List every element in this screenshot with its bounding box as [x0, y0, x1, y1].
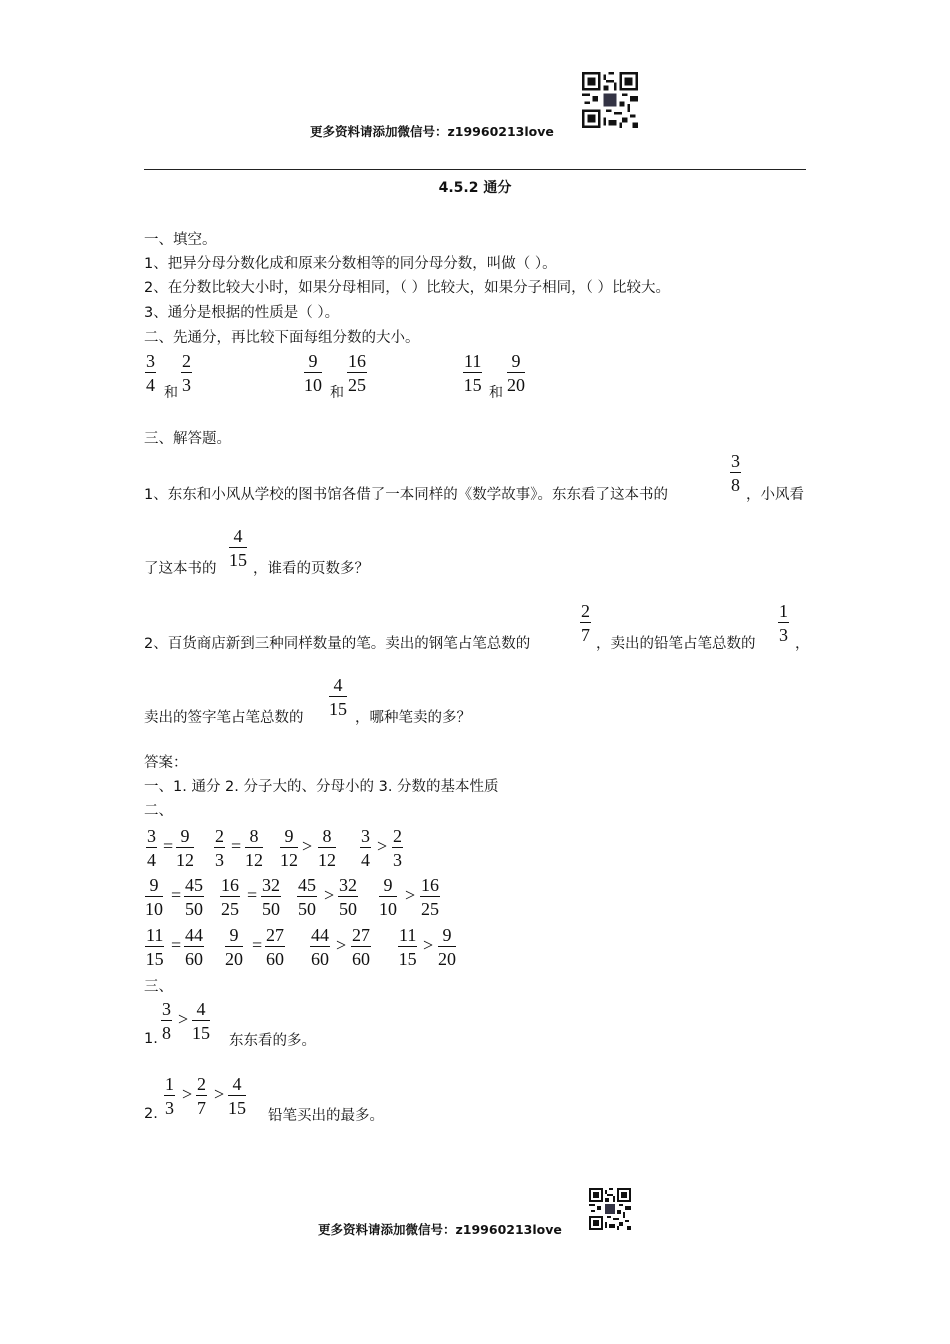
section1-q1: 1、把异分母分数化成和原来分数相等的同分母分数，叫做（ ）。: [144, 256, 557, 272]
fraction: $\frac{9}{20}$: [438, 925, 456, 969]
fraction: $\frac{16}{25}$: [221, 875, 239, 919]
fraction: $\frac{44}{60}$: [185, 925, 203, 969]
fraction: $\frac{8}{12}$: [245, 826, 263, 870]
fraction: $\frac{4}{15}$: [228, 1074, 246, 1118]
fraction: $\frac{9}{20}$: [225, 925, 243, 969]
fraction: $\frac{11}{15}$: [145, 925, 164, 969]
qr-code-icon: [582, 72, 638, 128]
fraction: $\frac{9}{20}$: [507, 351, 525, 395]
section1-heading: 一、填空。: [144, 232, 217, 248]
header-divider: [144, 169, 806, 170]
fraction: $\frac{8}{12}$: [318, 826, 336, 870]
fraction: $\frac{2}{3}$: [215, 826, 224, 870]
section1-q3: 3、通分是根据的性质是（ ）。: [144, 305, 340, 321]
answers-heading: 答案：: [144, 755, 188, 771]
greater-than-sign: >: [182, 1084, 193, 1104]
greater-than-sign: >: [214, 1084, 225, 1104]
fraction: $\frac{32}{50}$: [262, 875, 280, 919]
fraction: $\frac{3}{4}$: [146, 351, 155, 395]
answer1-label: 1.: [144, 1031, 158, 1047]
fraction: $\frac{9}{10}$: [145, 875, 163, 919]
header-text: 更多资料请添加微信号：z19960213love: [310, 124, 554, 139]
fraction: $\frac{27}{60}$: [352, 925, 370, 969]
fraction: $\frac{2}{7}$: [197, 1074, 206, 1118]
and-word: 和: [330, 385, 344, 401]
problem1-text-c: 了这本书的: [144, 561, 217, 577]
equals-sign: =: [231, 836, 242, 856]
fraction: $\frac{9}{10}$: [379, 875, 397, 919]
fraction: $\frac{1}{3}$: [165, 1074, 174, 1118]
answers-line1: 一、1. 通分 2. 分子大的、分母小的 3. 分数的基本性质: [144, 779, 499, 795]
fraction: $\frac{16}{25}$: [421, 875, 439, 919]
problem1-text-b: ，小风看: [746, 487, 804, 503]
fraction: $\frac{16}{25}$: [348, 351, 366, 395]
greater-than-sign: >: [324, 885, 335, 905]
fraction: $\frac{27}{60}$: [266, 925, 284, 969]
greater-than-sign: >: [336, 935, 347, 955]
fraction: $\frac{2}{3}$: [182, 351, 191, 395]
fraction: $\frac{9}{10}$: [304, 351, 322, 395]
answer1-text: 东东看的多。: [229, 1033, 316, 1049]
fraction: $\frac{3}{8}$: [731, 451, 740, 495]
problem2-text-b: ，卖出的铅笔占笔总数的: [596, 636, 756, 652]
fraction: $\frac{4}{15}$: [229, 526, 247, 570]
fraction: $\frac{4}{15}$: [192, 999, 210, 1043]
greater-than-sign: >: [178, 1009, 189, 1029]
problem2-text-a: 2、百货商店新到三种同样数量的笔。卖出的钢笔占笔总数的: [144, 636, 531, 652]
answers-section2-label: 二、: [144, 803, 173, 819]
problem2-text-e: ，哪种笔卖的多？: [355, 710, 471, 726]
answer2-label: 2.: [144, 1106, 158, 1122]
fraction: $\frac{4}{15}$: [329, 675, 347, 719]
fraction: $\frac{45}{50}$: [298, 875, 316, 919]
answer2-text: 铅笔买出的最多。: [268, 1108, 384, 1124]
greater-than-sign: >: [377, 836, 388, 856]
fraction: $\frac{1}{3}$: [779, 601, 788, 645]
greater-than-sign: >: [423, 935, 434, 955]
fraction: $\frac{3}{8}$: [162, 999, 171, 1043]
equals-sign: =: [171, 935, 182, 955]
and-word: 和: [164, 385, 178, 401]
fraction: $\frac{2}{3}$: [393, 826, 402, 870]
problem1-text-d: ，谁看的页数多？: [253, 561, 369, 577]
section3-heading: 三、解答题。: [144, 431, 231, 447]
greater-than-sign: >: [302, 836, 313, 856]
fraction: $\frac{44}{60}$: [311, 925, 329, 969]
fraction: $\frac{45}{50}$: [185, 875, 203, 919]
answers-section3-label: 三、: [144, 979, 173, 995]
fraction: $\frac{9}{12}$: [280, 826, 298, 870]
section1-q2: 2、在分数比较大小时，如果分母相同，（ ）比较大，如果分子相同，（ ）比较大。: [144, 280, 670, 296]
equals-sign: =: [252, 935, 263, 955]
problem2-text-c: ，: [795, 636, 810, 652]
fraction: $\frac{2}{7}$: [581, 601, 590, 645]
equals-sign: =: [171, 885, 182, 905]
fraction: $\frac{32}{50}$: [339, 875, 357, 919]
fraction: $\frac{11}{15}$: [398, 925, 417, 969]
fraction: $\frac{11}{15}$: [463, 351, 482, 395]
greater-than-sign: >: [405, 885, 416, 905]
and-word: 和: [489, 385, 503, 401]
fraction: $\frac{9}{12}$: [176, 826, 194, 870]
section2-heading: 二、先通分，再比较下面每组分数的大小。: [144, 330, 420, 346]
qr-code-icon: [589, 1188, 631, 1230]
equals-sign: =: [247, 885, 258, 905]
page-title: 4.5.2 通分: [438, 180, 512, 196]
fraction: $\frac{3}{4}$: [361, 826, 370, 870]
problem1-text-a: 1、东东和小风从学校的图书馆各借了一本同样的《数学故事》。东东看了这本书的: [144, 487, 668, 503]
footer-text: 更多资料请添加微信号：z19960213love: [318, 1222, 562, 1237]
equals-sign: =: [163, 836, 174, 856]
fraction: $\frac{3}{4}$: [147, 826, 156, 870]
problem2-text-d: 卖出的签字笔占笔总数的: [144, 710, 304, 726]
